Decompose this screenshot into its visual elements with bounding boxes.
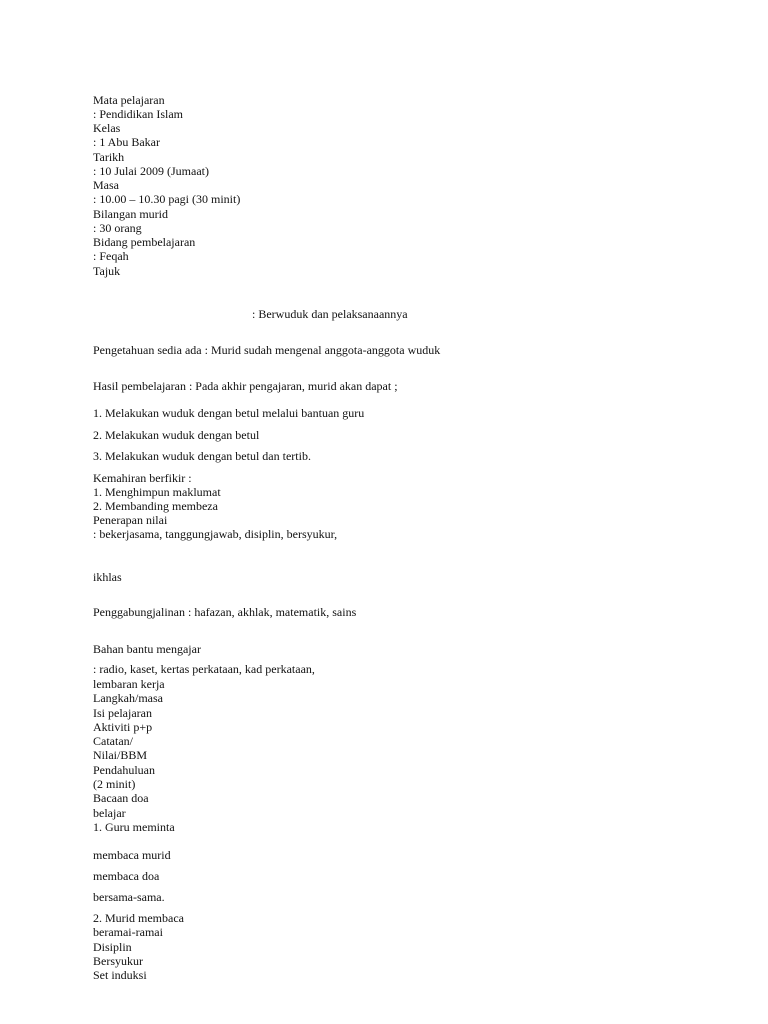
- outcome-item: 3. Melakukan wuduk dengan betul dan tertib.: [93, 449, 311, 463]
- note-value: Disiplin: [93, 940, 132, 954]
- class-label: Kelas: [93, 121, 121, 135]
- subject-label: Mata pelajaran: [93, 93, 165, 107]
- field-value: : Feqah: [93, 249, 129, 263]
- activity-line: membaca murid: [93, 848, 171, 862]
- activity-line: membaca doa: [93, 869, 160, 883]
- thinking-skill-item: 2. Membanding membeza: [93, 499, 218, 513]
- set-induction: Set induksi: [93, 968, 147, 982]
- note-value: Bersyukur: [93, 954, 143, 968]
- topic-value: : Berwuduk dan pelaksanaannya: [252, 307, 408, 321]
- table-header: Isi pelajaran: [93, 706, 152, 720]
- prior-knowledge: Pengetahuan sedia ada : Murid sudah mengenal anggota-anggota wuduk: [93, 343, 441, 357]
- integration: Penggabungjalinan : hafazan, akhlak, matematik, sains: [93, 605, 357, 619]
- date-value: : 10 Julai 2009 (Jumaat): [93, 164, 209, 178]
- class-value: : 1 Abu Bakar: [93, 135, 160, 149]
- values-continued: ikhlas: [93, 570, 122, 584]
- topic-label: Tajuk: [93, 264, 121, 278]
- outcomes-intro: Hasil pembelajaran : Pada akhir pengajaran, murid akan dapat ;: [93, 379, 398, 393]
- students-label: Bilangan murid: [93, 207, 168, 221]
- teaching-aids-line: : radio, kaset, kertas perkataan, kad perkataan,: [93, 662, 315, 676]
- outcome-item: 1. Melakukan wuduk dengan betul melalui bantuan guru: [93, 406, 365, 420]
- thinking-skills-label: Kemahiran berfikir :: [93, 471, 192, 485]
- students-value: : 30 orang: [93, 221, 142, 235]
- activity-line: 2. Murid membaca: [93, 911, 184, 925]
- time-value: : 10.00 – 10.30 pagi (30 minit): [93, 192, 241, 206]
- table-header: Catatan/: [93, 734, 133, 748]
- activity-line: beramai-ramai: [93, 925, 163, 939]
- content-line: belajar: [93, 806, 126, 820]
- field-label: Bidang pembelajaran: [93, 235, 196, 249]
- activity-line: bersama-sama.: [93, 890, 165, 904]
- step-name: Pendahuluan: [93, 763, 155, 777]
- subject-value: : Pendidikan Islam: [93, 107, 183, 121]
- table-header: Aktiviti p+p: [93, 720, 153, 734]
- outcome-item: 2. Melakukan wuduk dengan betul: [93, 428, 260, 442]
- table-header: Langkah/masa: [93, 691, 163, 705]
- values-text: : bekerjasama, tanggungjawab, disiplin, bersyukur,: [93, 527, 338, 541]
- date-label: Tarikh: [93, 150, 125, 164]
- teaching-aids-label: Bahan bantu mengajar: [93, 642, 201, 656]
- activity-line: 1. Guru meminta: [93, 820, 175, 834]
- teaching-aids-line: lembaran kerja: [93, 677, 165, 691]
- values-label: Penerapan nilai: [93, 513, 168, 527]
- content-line: Bacaan doa: [93, 791, 149, 805]
- thinking-skill-item: 1. Menghimpun maklumat: [93, 485, 221, 499]
- step-time: (2 minit): [93, 777, 136, 791]
- time-label: Masa: [93, 178, 119, 192]
- table-header: Nilai/BBM: [93, 748, 148, 762]
